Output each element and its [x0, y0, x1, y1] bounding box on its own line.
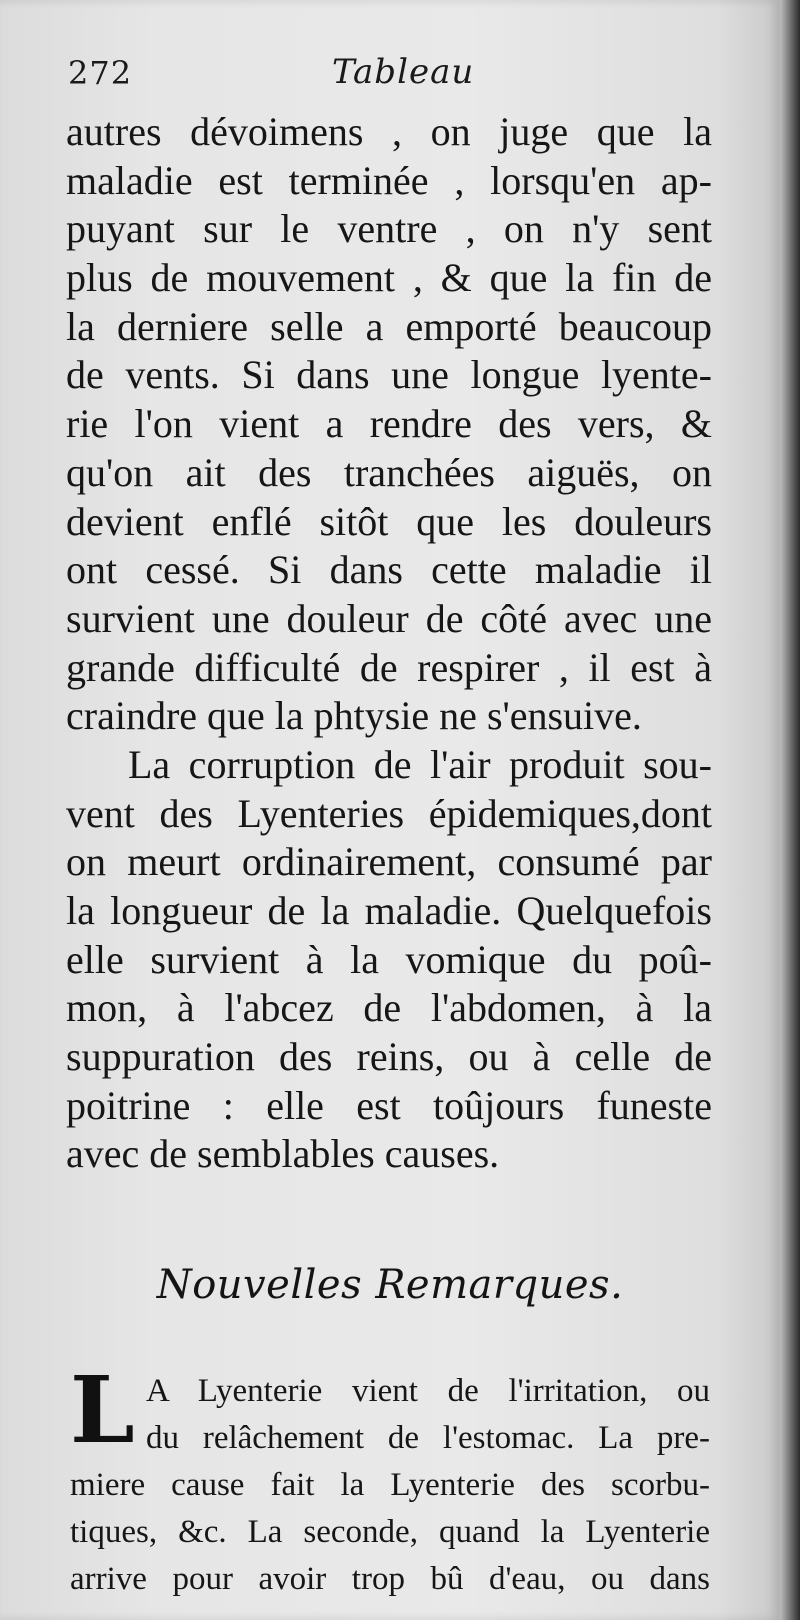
text-line: tiques, &c. La seconde, quand la Lyenterie — [70, 1514, 710, 1550]
section-title: Nouvelles Remarques. — [156, 1262, 624, 1308]
text-line: elle survient à la vomique du poû- — [66, 936, 712, 982]
text-line: rie l'on vient a rendre des vers, & — [66, 401, 712, 447]
text-line: craindre que la phtysie ne s'ensuive. — [66, 693, 642, 739]
drop-cap-letter: L — [70, 1356, 135, 1464]
text-line: devient enflé sitôt que les douleurs — [66, 498, 712, 544]
text-line: ont cessé. Si dans cette maladie il — [66, 547, 712, 593]
text-line: avec de semblables causes. — [66, 1131, 500, 1177]
text-line: qu'on ait des tranchées aiguës, on — [66, 449, 712, 495]
remarks-paragraph — [70, 1356, 710, 1603]
page-number: 272 — [68, 54, 133, 92]
page-header — [64, 44, 714, 106]
dropcap-block — [70, 1356, 710, 1603]
text-line: mon, à l'abcez de l'abdomen, à la — [66, 985, 712, 1031]
text-line: poitrine : elle est toûjours funeste — [66, 1082, 712, 1128]
page-edge-shadow — [780, 0, 800, 1620]
text-line: arrive pour avoir trop bû d'eau, ou dans — [70, 1561, 710, 1597]
text-line: La corruption de l'air produit sou- — [128, 741, 712, 787]
text-line: survient une douleur de côté avec une — [66, 595, 712, 641]
text-line: grande difficulté de respirer , il est à — [66, 644, 712, 690]
text-line: on meurt ordinairement, consumé par — [66, 839, 712, 885]
main-text — [66, 108, 712, 1179]
text-line: de vents. Si dans une longue lyente- — [66, 352, 712, 398]
text-line: suppuration des reins, ou à celle de — [66, 1034, 712, 1080]
text-line: puyant sur le ventre , on n'y sent — [66, 206, 712, 252]
text-line: miere cause fait la Lyenterie des scorbu- — [70, 1467, 710, 1503]
text-line: vent des Lyenteries épidemiques,dont — [66, 790, 712, 836]
text-line: du relâchement de l'estomac. La pre- — [146, 1420, 710, 1456]
text-line: maladie est terminée , lorsqu'en ap- — [66, 157, 712, 203]
text-line: autres dévoimens , on juge que la — [66, 109, 712, 154]
paragraph-2 — [66, 741, 712, 1179]
text-line: la longueur de la maladie. Quelquefois — [66, 888, 712, 933]
text-line: la derniere selle a emporté beaucoup — [66, 303, 712, 349]
paragraph-1 — [66, 108, 712, 741]
running-head: Tableau — [332, 52, 475, 92]
text-line: plus de mouvement , & que la fin de — [66, 255, 712, 301]
text-line: A Lyenterie vient de l'irritation, ou — [146, 1373, 710, 1409]
